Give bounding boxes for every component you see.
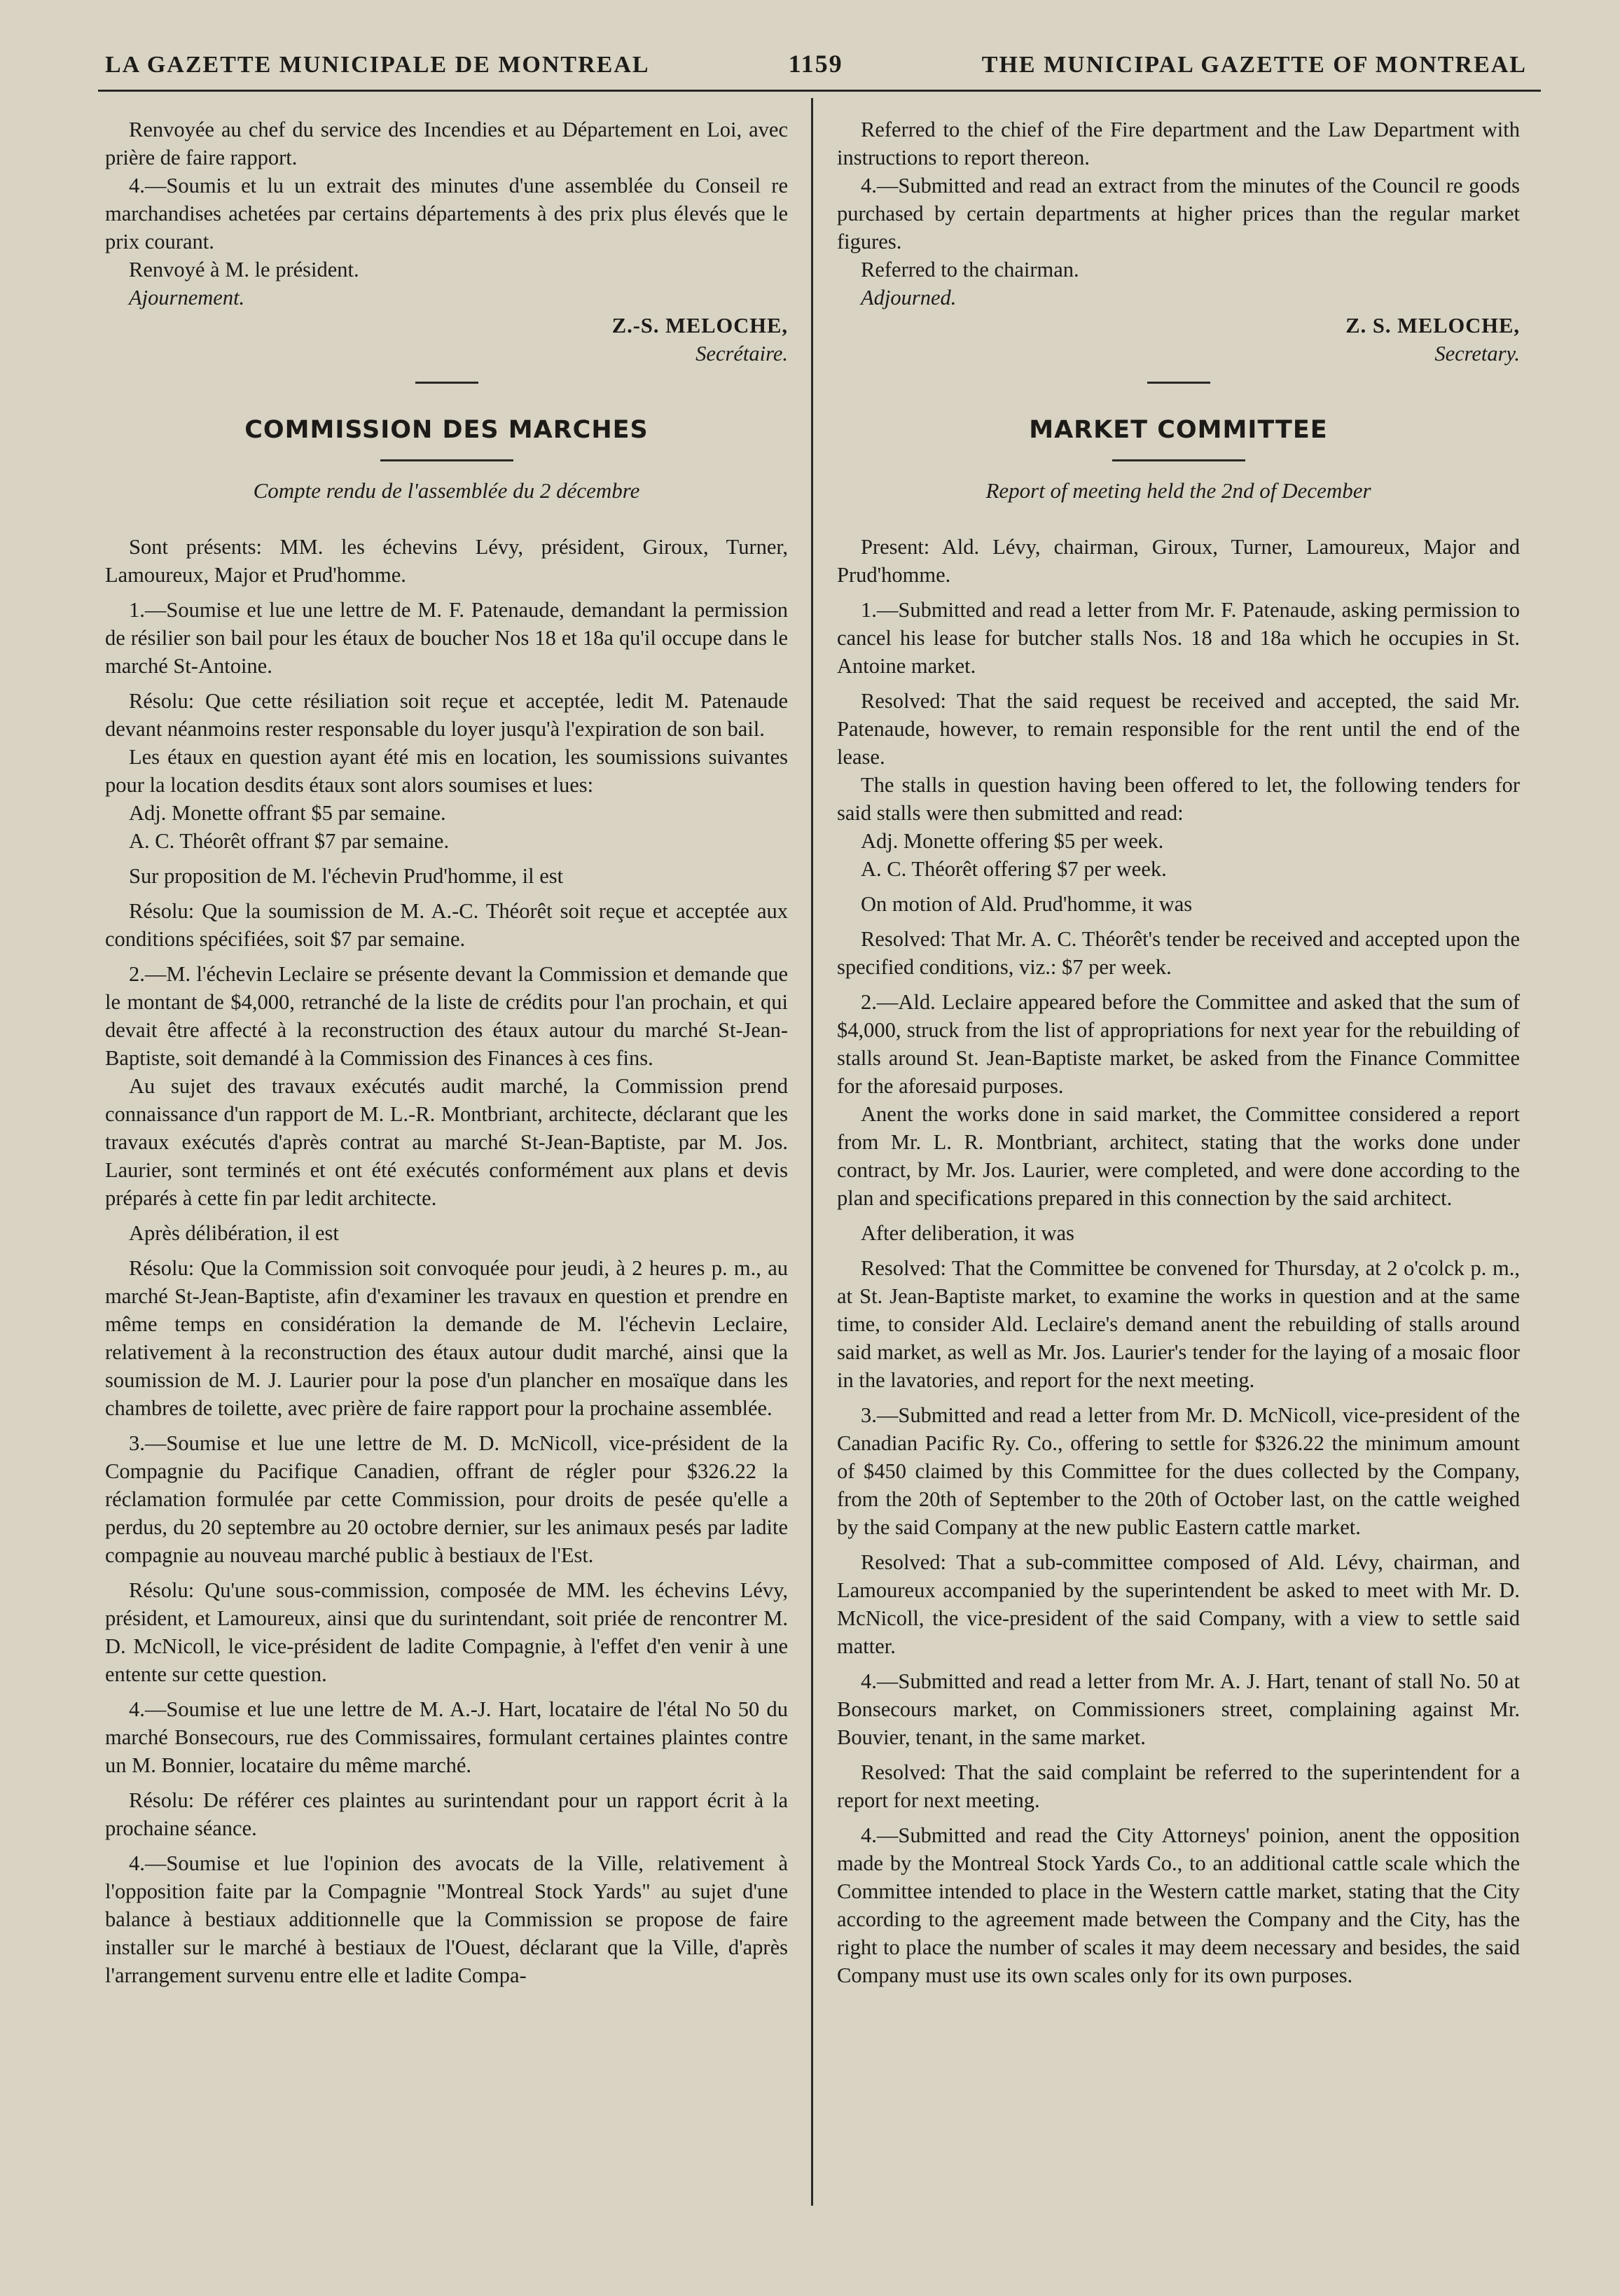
french-column — [105, 116, 788, 1989]
page-number: 1159 — [788, 50, 843, 78]
en-minute-paragraph: The stalls in question having been offered to let, the following tenders for said stalls were then submitted and read: — [837, 773, 1520, 825]
en-section-title: MARKET COMMITTEE — [1029, 416, 1328, 444]
fr-minute-paragraph: Sont présents: MM. les échevins Lévy, président, Giroux, Turner, Lamoureux, Major et Prud'homme. — [105, 535, 788, 587]
separator-rule — [1147, 382, 1210, 384]
en-minute-paragraph: Resolved: That the said complaint be referred to the superintendent for a report for next meeting. — [837, 1760, 1520, 1812]
fr-minute-paragraph: 2.—M. l'échevin Leclaire se présente devant la Commission et demande que le montant de $4,000, retranché de la liste de crédits pour l'an prochain, et qui devait être affecté à la reconstruction des étaux autour du marché St-Jean-Baptiste, soit demandé à la Commission des Finances à ces fins. — [105, 962, 788, 1070]
en-paragraph: Referred to the chairman. — [861, 258, 1079, 281]
header-rule — [98, 90, 1541, 92]
fr-minute-paragraph: Adj. Monette offrant $5 par semaine. — [129, 801, 446, 825]
en-minute-paragraph: 4.—Submitted and read a letter from Mr. A. J. Hart, tenant of stall No. 50 at Bonsecours market, on Commissioners street, complaining against Mr. Bouvier, tenant, in the same market. — [837, 1669, 1520, 1749]
fr-minute-paragraph: Les étaux en question ayant été mis en location, les soumissions suivantes pour la location desdits étaux sont alors soumises et lues: — [105, 745, 788, 797]
fr-minute-paragraph: A. C. Théorêt offrant $7 par semaine. — [129, 829, 450, 853]
en-minute-paragraph: Resolved: That the Committee be convened for Thursday, at 2 o'colck p. m., at St. Jean-Baptiste market, to examine the works in question and at the same time, to consider Ald. Leclaire's demand anent the rebuilding of stalls around said market, as well as Mr. Jos. Laurier's tender for the laying of a mosaic floor in the lavatories, and report for the next meeting. — [837, 1256, 1520, 1392]
en-paragraph: Referred to the chief of the Fire department and the Law Department with instructions to report thereon. — [837, 118, 1520, 169]
fr-minute-paragraph: Résolu: De référer ces plaintes au surintendant pour un rapport écrit à la prochaine séance. — [105, 1788, 788, 1840]
en-minute-paragraph: A. C. Théorêt offering $7 per week. — [861, 857, 1167, 881]
fr-minute-paragraph: 1.—Soumise et lue une lettre de M. F. Patenaude, demandant la permission de résilier son bail pour les étaux de boucher Nos 18 et 18a qu'il occupe dans le marché St-Antoine. — [105, 598, 788, 678]
en-minute-paragraph: Present: Ald. Lévy, chairman, Giroux, Turner, Lamoureux, Major and Prud'homme. — [837, 535, 1520, 587]
fr-minute-paragraph: 4.—Soumise et lue une lettre de M. A.-J. Hart, locataire de l'étal No 50 du marché Bonsecours, rue des Commissaires, formulant certaines plaintes contre un M. Bonnier, locataire du même marché. — [105, 1697, 788, 1777]
fr-minutes — [105, 533, 788, 1989]
fr-minute-paragraph: Résolu: Que la soumission de M. A.-C. Théorêt soit reçue et acceptée aux conditions spécifiées, soit $7 par semaine. — [105, 899, 788, 951]
en-signature: Z. S. MELOCHE, — [1345, 314, 1520, 338]
separator-rule — [1112, 459, 1245, 461]
header-left-title: LA GAZETTE MUNICIPALE DE MONTREAL — [105, 52, 650, 78]
fr-paragraph: Renvoyée au chef du service des Incendies et au Département en Loi, avec prière de faire rapport. — [105, 118, 788, 169]
en-minute-paragraph: 3.—Submitted and read a letter from Mr. D. McNicoll, vice-president of the Canadian Pacific Ry. Co., offering to settle for $326.22 the minimum amount of $450 claimed by this Committee for the dues collected by the Company, from the 20th of September to the 20th of October last, on the cattle weighed by the said Company at the new public Eastern cattle market. — [837, 1403, 1520, 1539]
fr-minute-paragraph: Au sujet des travaux exécutés audit marché, la Commission prend connaissance d'un rapport de M. L.-R. Montbriant, architecte, déclarant que les travaux exécutés d'après contrat au marché St-Jean-Baptiste, par M. Jos. Laurier, sont terminés et ont été exécutés conformément aux plans et devis préparés à cette fin par ledit architecte. — [105, 1074, 788, 1210]
fr-minute-paragraph: Résolu: Que la Commission soit convoquée pour jeudi, à 2 heures p. m., au marché St-Jean-Baptiste, afin d'examiner les travaux en question et prendre en même temps en considération la demande de M. l'échevin Leclaire, relativement à la reconstruction des étaux autour dudit marché, ainsi que la soumission de M. J. Laurier pour la pose d'un plancher en mosaïque dans les chambres de toilette, avec prière de faire rapport pour la prochaine assemblée. — [105, 1256, 788, 1420]
en-minute-paragraph: 2.—Ald. Leclaire appeared before the Committee and asked that the sum of $4,000, struck from the list of appropriations for next year for the rebuilding of stalls around St. Jean-Baptiste market, be asked from the Finance Committee for the aforesaid purposes. — [837, 990, 1520, 1098]
fr-signature: Z.-S. MELOCHE, — [611, 314, 788, 338]
en-section-subtitle: Report of meeting held the 2nd of December — [985, 478, 1371, 503]
fr-paragraph: 4.—Soumis et lu un extrait des minutes d'une assemblée du Conseil re marchandises achetées par certains départements à des prix plus élevés que le prix courant. — [105, 174, 788, 253]
en-minute-paragraph: Resolved: That the said request be received and accepted, the said Mr. Patenaude, however, to remain responsible for the rent until the end of the lease. — [837, 689, 1520, 769]
fr-adjournment: Ajournement. — [129, 286, 245, 309]
en-minute-paragraph: On motion of Ald. Prud'homme, it was — [861, 892, 1193, 916]
en-minutes — [837, 533, 1520, 1989]
fr-minute-paragraph: Résolu: Qu'une sous-commission, composée de MM. les échevins Lévy, président, et Lamoureux, ainsi que du surintendant, soit priée de rencontrer M. D. McNicoll, le vice-président de ladite Compagnie, à l'effet d'en venir à une entente sur cette question. — [105, 1578, 788, 1686]
fr-minute-paragraph: Sur proposition de M. l'échevin Prud'homme, il est — [129, 864, 564, 888]
fr-section-subtitle: Compte rendu de l'assemblée du 2 décembre — [253, 478, 640, 503]
fr-minute-paragraph: Résolu: Que cette résiliation soit reçue et acceptée, ledit M. Patenaude devant néanmoins rester responsable du loyer jusqu'à l'expiration de son bail. — [105, 689, 788, 741]
en-minute-paragraph: 4.—Submitted and read the City Attorneys' poinion, anent the opposition made by the Montreal Stock Yards Co., to an additional cattle scale which the Committee intended to place in the Western cattle market, stating that the City according to the agreement made between the Company and the City, has the right to place the number of scales it may deem necessary and besides, the said Company must use its own scales only for its own purposes. — [837, 1823, 1520, 1987]
en-signature-title: Secretary. — [1434, 342, 1520, 366]
column-divider — [811, 98, 813, 2206]
separator-rule — [415, 382, 478, 384]
en-adjournment: Adjourned. — [861, 286, 957, 309]
en-paragraph: 4.—Submitted and read an extract from the minutes of the Council re goods purchased by certain departments at higher prices than the regular market figures. — [837, 174, 1520, 253]
fr-signature-title: Secrétaire. — [695, 342, 788, 366]
fr-section-title: COMMISSION DES MARCHES — [244, 416, 649, 444]
header-right-title: THE MUNICIPAL GAZETTE OF MONTREAL — [981, 52, 1527, 78]
en-minute-paragraph: Resolved: That Mr. A. C. Théorêt's tender be received and accepted upon the specified conditions, viz.: $7 per week. — [837, 927, 1520, 979]
separator-rule — [380, 459, 513, 461]
en-minute-paragraph: Resolved: That a sub-committee composed of Ald. Lévy, chairman, and Lamoureux accompanied by the superintendent be asked to meet with Mr. D. McNicoll, the vice-president of the said Company, with a view to settle said matter. — [837, 1550, 1520, 1658]
english-column — [837, 116, 1520, 1989]
en-minute-paragraph: After deliberation, it was — [861, 1221, 1074, 1245]
fr-minute-paragraph: 3.—Soumise et lue une lettre de M. D. McNicoll, vice-président de la Compagnie du Pacifique Canadien, offrant de régler pour $326.22 la réclamation formulée par cette Commission, pour droits de pesée qu'elle a perdus, du 20 septembre au 20 octobre dernier, sur les animaux pesés par ladite compagnie au nouveau marché public à bestiaux de l'Est. — [105, 1431, 788, 1567]
en-minute-paragraph: 1.—Submitted and read a letter from Mr. F. Patenaude, asking permission to cancel his lease for butcher stalls Nos. 18 and 18a which he occupies in St. Antoine market. — [837, 598, 1520, 678]
running-head — [105, 49, 1527, 78]
en-minute-paragraph: Anent the works done in said market, the Committee considered a report from Mr. L. R. Montbriant, architect, stating that the works done under contract, by Mr. Jos. Laurier, were completed, and were done according to the plan and specifications prepared in this connection by the said architect. — [837, 1102, 1520, 1210]
fr-minute-paragraph: Après délibération, il est — [129, 1221, 339, 1245]
fr-paragraph: Renvoyé à M. le président. — [129, 258, 359, 281]
fr-minute-paragraph: 4.—Soumise et lue l'opinion des avocats de la Ville, relativement à l'opposition faite par la Compagnie "Montreal Stock Yards" au sujet d'une balance à bestiaux additionnelle que la Commission se propose de faire installer sur le marché à bestiaux de l'Ouest, déclarant que la Ville, d'après l'arrangement survenu entre elle et ladite Compa- — [105, 1851, 788, 1987]
en-minute-paragraph: Adj. Monette offering $5 per week. — [861, 829, 1164, 853]
